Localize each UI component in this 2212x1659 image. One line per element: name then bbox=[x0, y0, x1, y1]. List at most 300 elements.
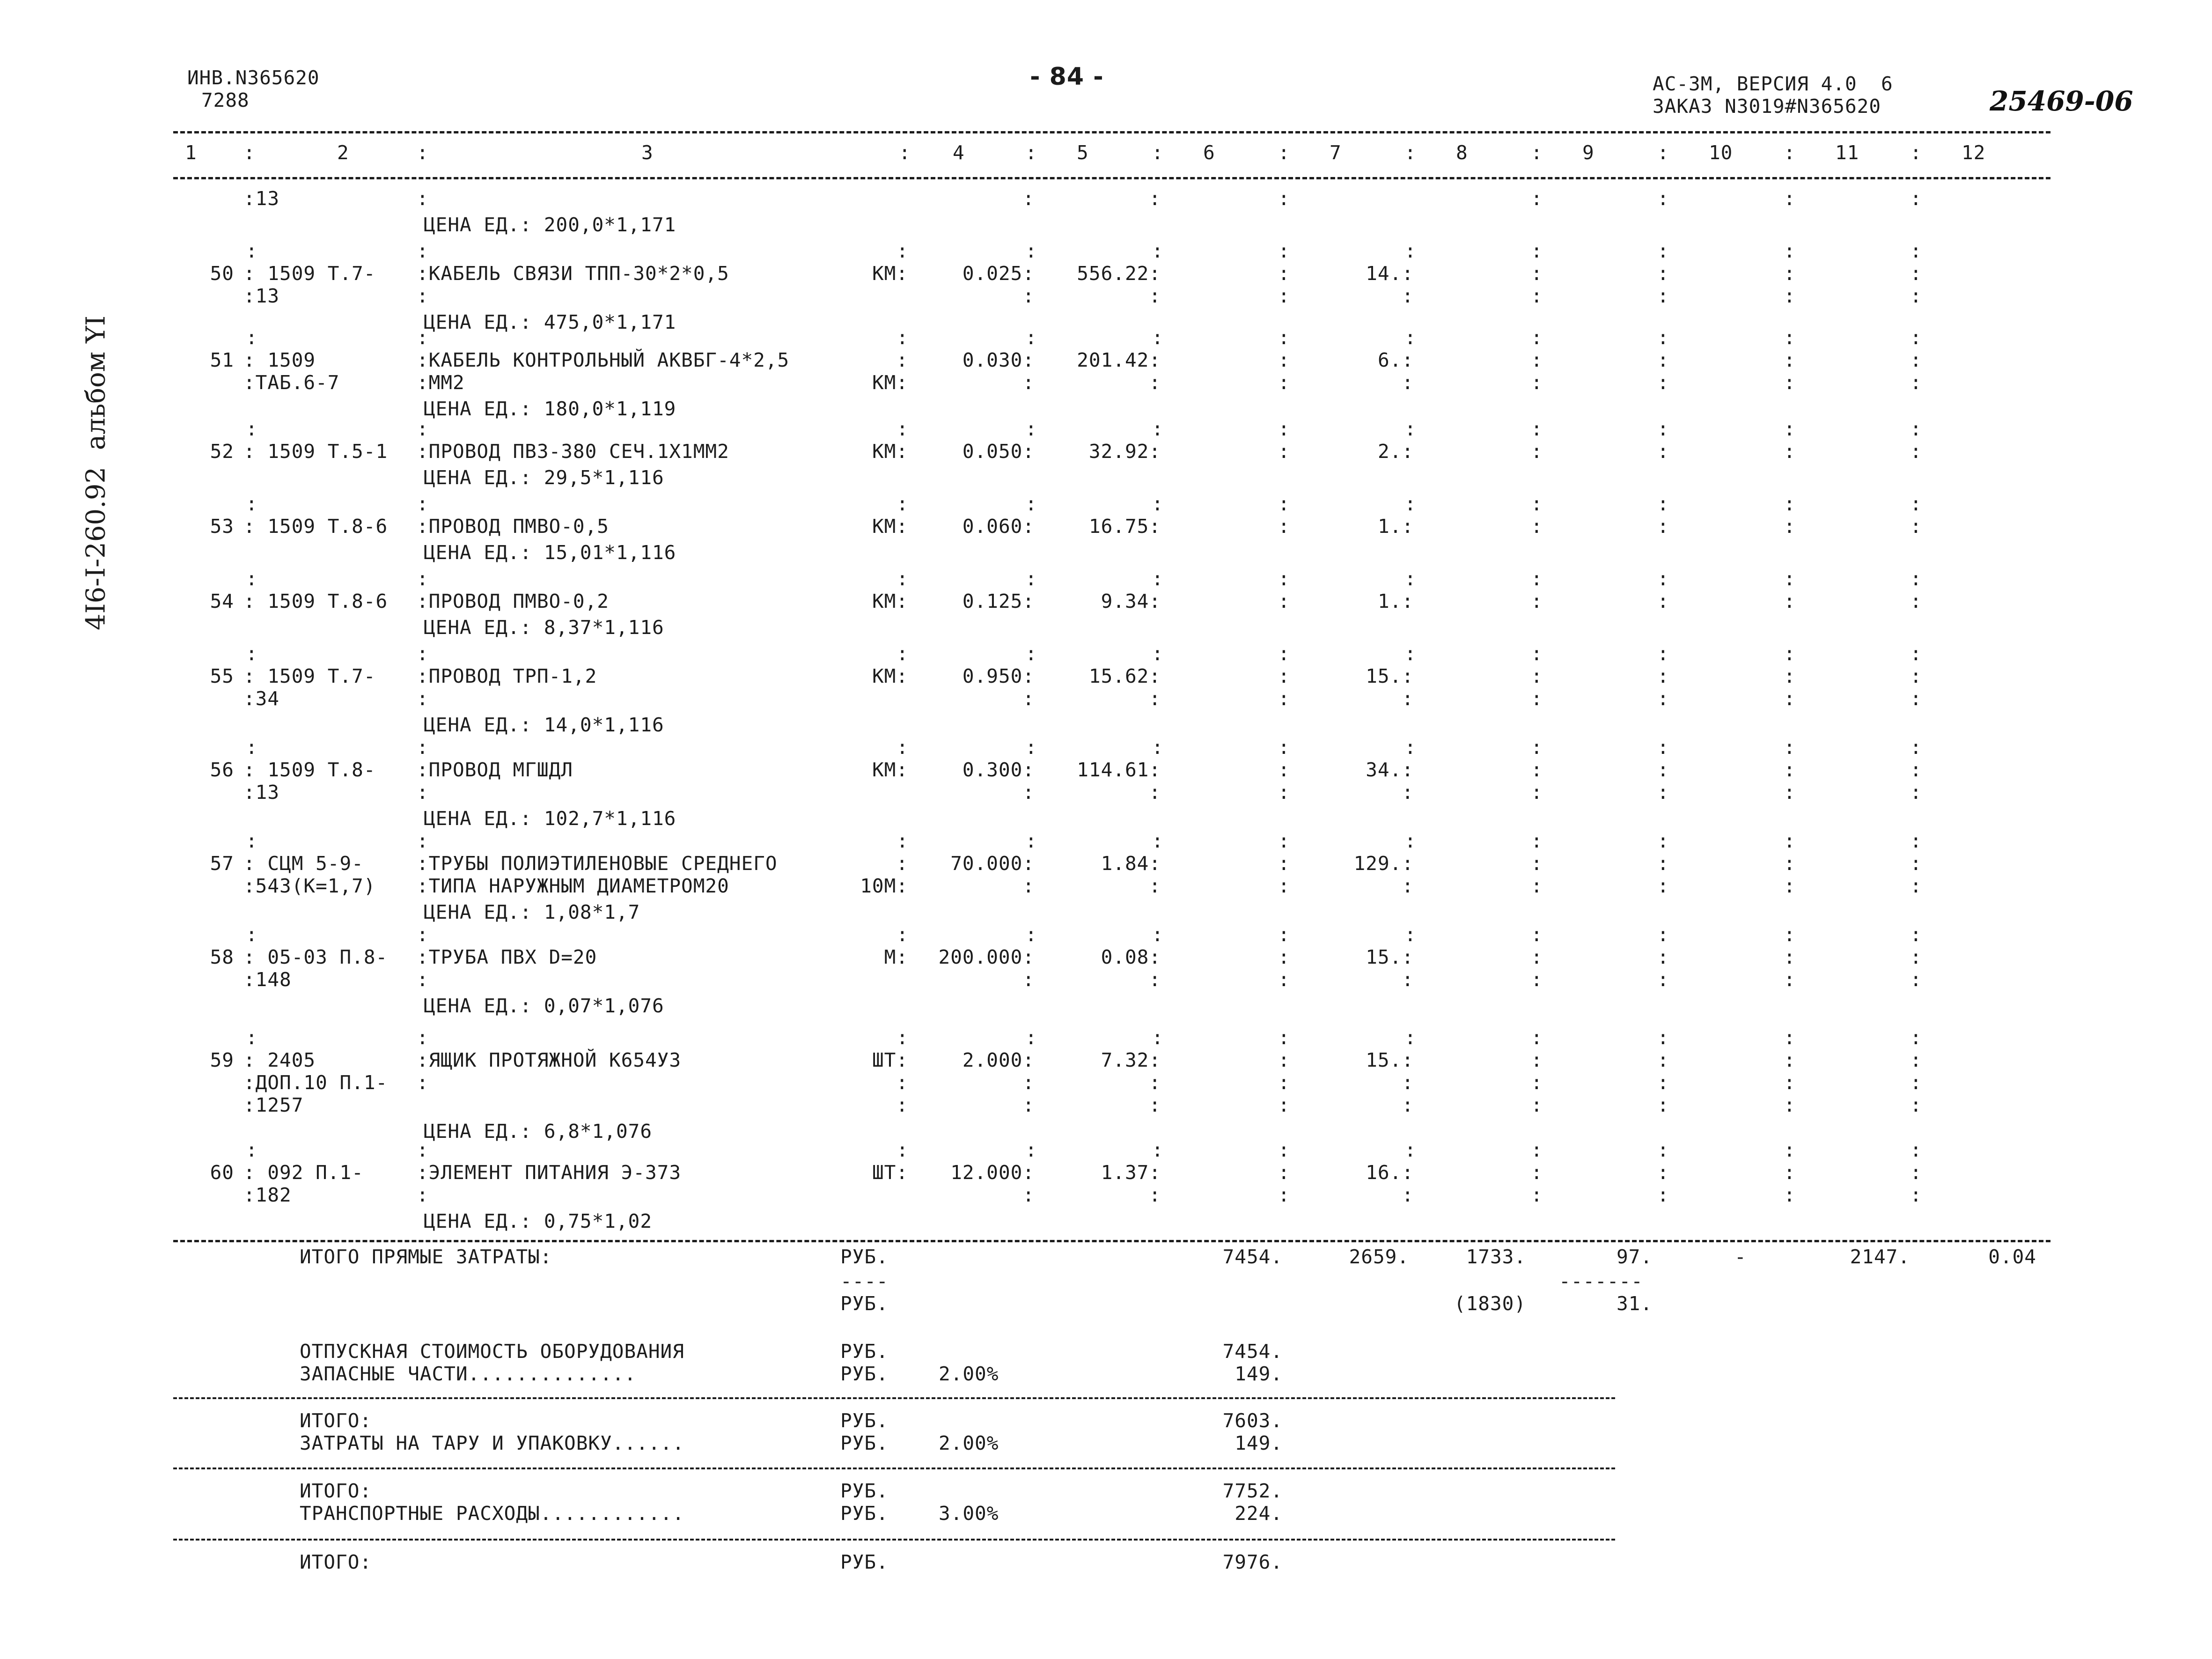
row-unit: КМ: bbox=[872, 515, 908, 538]
row-gap-marker: : bbox=[246, 240, 258, 262]
row-quantity: 12.000: bbox=[950, 1161, 1035, 1184]
column-number-7: 7 bbox=[1330, 141, 1342, 164]
row-gap-marker: : bbox=[246, 642, 258, 665]
row-price-formula: ЦЕНА ЕД.: 14,0*1,116 bbox=[424, 714, 664, 736]
row-gap-marker: : bbox=[1278, 240, 1290, 262]
row-number: 57 bbox=[210, 852, 234, 875]
row-gap-marker: : bbox=[1152, 240, 1164, 262]
column-separator: : bbox=[1404, 141, 1417, 164]
row-gap-marker: : bbox=[897, 736, 909, 759]
column-separator: : bbox=[417, 141, 429, 164]
column-separator: : bbox=[1784, 141, 1796, 164]
summary-label: ИТОГО: bbox=[300, 1480, 372, 1502]
row-gap-marker: : bbox=[1910, 830, 1922, 852]
row-gap-marker: : bbox=[1025, 923, 1037, 946]
row-column-separator: : bbox=[1910, 187, 1922, 210]
row-gap-marker: : bbox=[1657, 923, 1669, 946]
row-column-separator: : bbox=[1278, 371, 1290, 394]
row-gap-marker: : bbox=[1784, 418, 1796, 440]
row-gap-marker: : bbox=[417, 1139, 429, 1161]
row-column-separator: : bbox=[1784, 1184, 1796, 1206]
row-quantity: : bbox=[1022, 875, 1035, 897]
summary-value: 7752. bbox=[1222, 1480, 1283, 1502]
row-code: :13 bbox=[243, 285, 280, 307]
row-code: :ДОП.10 П.1- bbox=[243, 1071, 388, 1094]
row-column-separator: : bbox=[1531, 349, 1543, 371]
row-gap-marker: : bbox=[1910, 1026, 1922, 1049]
row-column-separator: : bbox=[1784, 262, 1796, 285]
row-gap-marker: : bbox=[1278, 326, 1290, 349]
row-gap-marker: : bbox=[417, 418, 429, 440]
row-column-separator: : bbox=[1531, 1071, 1543, 1094]
row-gap-marker: : bbox=[1404, 568, 1417, 590]
row-column-separator: : bbox=[1910, 262, 1922, 285]
row-unit-price: 16.75: bbox=[1088, 515, 1161, 538]
summary-label: ИТОГО: bbox=[300, 1409, 372, 1432]
column-number-9: 9 bbox=[1582, 141, 1595, 164]
row-gap-marker: : bbox=[1025, 418, 1037, 440]
row-code: : СЦМ 5-9- bbox=[243, 852, 364, 875]
row-price-formula: ЦЕНА ЕД.: 200,0*1,171 bbox=[424, 214, 676, 236]
row-column-separator: : bbox=[1784, 590, 1796, 612]
row-gap-marker: : bbox=[1784, 736, 1796, 759]
summary-rule bbox=[173, 1397, 1615, 1399]
row-gap-marker: : bbox=[1531, 923, 1543, 946]
row-quantity: : bbox=[1022, 1184, 1035, 1206]
row-col7-value: : bbox=[1402, 371, 1414, 394]
row-unit-price: 9.34: bbox=[1101, 590, 1161, 612]
row-column-separator: : bbox=[1531, 285, 1543, 307]
row-column-separator: : bbox=[1910, 1071, 1922, 1094]
row-gap-marker: : bbox=[1152, 493, 1164, 515]
column-separator: : bbox=[1657, 141, 1669, 164]
row-unit: 10М: bbox=[860, 875, 908, 897]
order-line: ЗАКАЗ N3019#N365620 bbox=[1653, 95, 1881, 118]
row-gap-marker: : bbox=[1784, 240, 1796, 262]
row-gap-marker: : bbox=[1152, 326, 1164, 349]
row-column-separator: : bbox=[1657, 875, 1669, 897]
summary-percent: 2.00% bbox=[939, 1432, 999, 1454]
total-col7: 2659. bbox=[1349, 1246, 1409, 1268]
direct-costs-unit: РУБ. bbox=[840, 1246, 889, 1268]
summary-rule bbox=[173, 1467, 1615, 1469]
row-column-separator: : bbox=[1531, 665, 1543, 687]
column-number-12: 12 bbox=[1962, 141, 1986, 164]
row-gap-marker: : bbox=[897, 923, 909, 946]
row-gap-marker: : bbox=[1404, 830, 1417, 852]
row-unit: КМ: bbox=[872, 440, 908, 463]
row-column-separator: : bbox=[1657, 759, 1669, 781]
column-number-2: 2 bbox=[337, 141, 349, 164]
row-gap-marker: : bbox=[897, 1026, 909, 1049]
row-number: 50 bbox=[210, 262, 234, 285]
row-column-separator: : bbox=[1657, 187, 1669, 210]
row-price-formula: ЦЕНА ЕД.: 475,0*1,171 bbox=[424, 311, 676, 333]
row-gap-marker: : bbox=[1784, 493, 1796, 515]
row-code: : 1509 bbox=[243, 349, 316, 371]
row-quantity: 0.125: bbox=[962, 590, 1035, 612]
row-gap-marker: : bbox=[897, 830, 909, 852]
row-col7-value: : bbox=[1402, 687, 1414, 710]
row-gap-marker: : bbox=[246, 923, 258, 946]
row-number: 55 bbox=[210, 665, 234, 687]
row-unit-price: : bbox=[1149, 371, 1161, 394]
row-gap-marker: : bbox=[1152, 923, 1164, 946]
row-quantity: : bbox=[1022, 1071, 1035, 1094]
row-column-separator: : bbox=[1657, 285, 1669, 307]
row-unit-price: 15.62: bbox=[1088, 665, 1161, 687]
summary-label: ОТПУСКНАЯ СТОИМОСТЬ ОБОРУДОВАНИЯ bbox=[300, 1340, 684, 1363]
row-column-separator: : bbox=[1784, 285, 1796, 307]
row-column-separator: : bbox=[1531, 759, 1543, 781]
row-gap-marker: : bbox=[1657, 326, 1669, 349]
row-column-separator: : bbox=[1910, 875, 1922, 897]
row-col7-value: : bbox=[1402, 1071, 1414, 1094]
total-col6: 7454. bbox=[1222, 1246, 1283, 1268]
row-gap-marker: : bbox=[417, 326, 429, 349]
row-unit: КМ: bbox=[872, 590, 908, 612]
column-number-5: 5 bbox=[1077, 141, 1089, 164]
summary-unit: РУБ. bbox=[840, 1551, 889, 1573]
row-code: : 1509 Т.8- bbox=[243, 759, 376, 781]
column-separator: : bbox=[1910, 141, 1922, 164]
row-column-separator: : bbox=[1910, 852, 1922, 875]
row-gap-marker: : bbox=[897, 418, 909, 440]
row-column-separator: : bbox=[1531, 590, 1543, 612]
row-gap-marker: : bbox=[1784, 642, 1796, 665]
column-number-8: 8 bbox=[1456, 141, 1468, 164]
row-gap-marker: : bbox=[1657, 418, 1669, 440]
row-column-separator: : bbox=[1910, 1161, 1922, 1184]
row-price-formula: ЦЕНА ЕД.: 8,37*1,116 bbox=[424, 616, 664, 639]
row-code: :148 bbox=[243, 968, 292, 991]
row-column-separator: : bbox=[1784, 1049, 1796, 1071]
row-gap-marker: : bbox=[897, 568, 909, 590]
row-gap-marker: : bbox=[1404, 418, 1417, 440]
column-number-10: 10 bbox=[1709, 141, 1733, 164]
row-col7-value: 2.: bbox=[1377, 440, 1414, 463]
inventory-sub-number: 7288 bbox=[201, 89, 250, 111]
row-gap-marker: : bbox=[1531, 418, 1543, 440]
row-column-separator: : bbox=[1910, 946, 1922, 968]
row-unit-price: 201.42: bbox=[1077, 349, 1161, 371]
row-column-separator: : bbox=[1784, 875, 1796, 897]
row-col7-value: 129.: bbox=[1353, 852, 1414, 875]
row-unit: : bbox=[896, 349, 908, 371]
row-gap-marker: : bbox=[1152, 830, 1164, 852]
row-gap-marker: : bbox=[1531, 240, 1543, 262]
row-description: : bbox=[417, 781, 429, 804]
row-column-separator: : bbox=[1657, 1094, 1669, 1116]
row-column-separator: : bbox=[1531, 852, 1543, 875]
row-column-separator: : bbox=[1531, 781, 1543, 804]
row-column-separator: : bbox=[1278, 285, 1290, 307]
row-col7-value: : bbox=[1402, 968, 1414, 991]
row-column-separator: : bbox=[1531, 515, 1543, 538]
row-price-formula: ЦЕНА ЕД.: 0,75*1,02 bbox=[424, 1210, 652, 1232]
row-column-separator: : bbox=[1910, 349, 1922, 371]
row-column-separator: : bbox=[1278, 590, 1290, 612]
row-col7-value: 6.: bbox=[1377, 349, 1414, 371]
total-col8: 1733. bbox=[1466, 1246, 1526, 1268]
row-price-formula: ЦЕНА ЕД.: 15,01*1,116 bbox=[424, 541, 676, 564]
row-column-separator: : bbox=[1910, 687, 1922, 710]
summary-value: 224. bbox=[1235, 1502, 1283, 1525]
row-unit-price: 556.22: bbox=[1077, 262, 1161, 285]
row-column-separator: : bbox=[1910, 371, 1922, 394]
row-gap-marker: : bbox=[1278, 1139, 1290, 1161]
summary-percent: 3.00% bbox=[939, 1502, 999, 1525]
row-column-separator: : bbox=[1657, 946, 1669, 968]
row-unit: КМ: bbox=[872, 759, 908, 781]
row-col7-value: : bbox=[1402, 781, 1414, 804]
row-gap-marker: : bbox=[1784, 326, 1796, 349]
row-gap-marker: : bbox=[1657, 736, 1669, 759]
row-gap-marker: : bbox=[1531, 736, 1543, 759]
row-code: : 1509 Т.5-1 bbox=[243, 440, 388, 463]
row-gap-marker: : bbox=[1404, 1139, 1417, 1161]
row-gap-marker: : bbox=[1910, 493, 1922, 515]
row-gap-marker: : bbox=[1278, 736, 1290, 759]
row-quantity: : bbox=[1022, 781, 1035, 804]
row-col7-value: 14.: bbox=[1366, 262, 1414, 285]
row-price-formula: ЦЕНА ЕД.: 29,5*1,116 bbox=[424, 466, 664, 489]
row-gap-marker: : bbox=[1025, 1026, 1037, 1049]
row-quantity: : bbox=[1022, 968, 1035, 991]
row-unit-price: : bbox=[1149, 187, 1161, 210]
row-column-separator: : bbox=[1278, 1094, 1290, 1116]
row-price-formula: ЦЕНА ЕД.: 180,0*1,119 bbox=[424, 398, 676, 420]
row-column-separator: : bbox=[1531, 187, 1543, 210]
row-gap-marker: : bbox=[1784, 923, 1796, 946]
row-column-separator: : bbox=[1784, 440, 1796, 463]
row-column-separator: : bbox=[1531, 262, 1543, 285]
column-number-6: 6 bbox=[1203, 141, 1215, 164]
row-column-separator: : bbox=[1784, 781, 1796, 804]
row-column-separator: : bbox=[1910, 440, 1922, 463]
row-gap-marker: : bbox=[1657, 1139, 1669, 1161]
row-col7-value: 15.: bbox=[1366, 946, 1414, 968]
row-code: :13 bbox=[243, 187, 280, 210]
row-column-separator: : bbox=[1910, 665, 1922, 687]
row-column-separator: : bbox=[1657, 515, 1669, 538]
row-unit: : bbox=[896, 852, 908, 875]
row-gap-marker: : bbox=[1152, 418, 1164, 440]
row-unit: : bbox=[896, 1094, 908, 1116]
total-col10: - bbox=[1734, 1246, 1747, 1268]
row-column-separator: : bbox=[1278, 349, 1290, 371]
row-column-separator: : bbox=[1784, 349, 1796, 371]
row-column-separator: : bbox=[1657, 440, 1669, 463]
row-column-separator: : bbox=[1657, 852, 1669, 875]
row-gap-marker: : bbox=[1404, 493, 1417, 515]
summary-unit: РУБ. bbox=[840, 1409, 889, 1432]
row-column-separator: : bbox=[1531, 687, 1543, 710]
row-column-separator: : bbox=[1784, 187, 1796, 210]
summary-unit: РУБ. bbox=[840, 1340, 889, 1363]
row-gap-marker: : bbox=[417, 642, 429, 665]
row-column-separator: : bbox=[1910, 1094, 1922, 1116]
row-unit: КМ: bbox=[872, 665, 908, 687]
row-quantity: 0.300: bbox=[962, 759, 1035, 781]
row-gap-marker: : bbox=[417, 1026, 429, 1049]
row-column-separator: : bbox=[1278, 1184, 1290, 1206]
side-album-label: 4I6-I-260.92 альбом YI bbox=[81, 315, 111, 631]
row-column-separator: : bbox=[1784, 946, 1796, 968]
inventory-number: ИНВ.N365620 bbox=[187, 66, 320, 89]
row-column-separator: : bbox=[1278, 759, 1290, 781]
row-gap-marker: : bbox=[1657, 642, 1669, 665]
row-column-separator: : bbox=[1531, 1049, 1543, 1071]
row-unit-price: 0.08: bbox=[1101, 946, 1161, 968]
row-gap-marker: : bbox=[1531, 1026, 1543, 1049]
row-gap-marker: : bbox=[1784, 830, 1796, 852]
row-gap-marker: : bbox=[1531, 830, 1543, 852]
row-quantity: 70.000: bbox=[950, 852, 1035, 875]
column-separator: : bbox=[1278, 141, 1290, 164]
row-column-separator: : bbox=[1910, 1184, 1922, 1206]
total-col9: 97. bbox=[1616, 1246, 1653, 1268]
row-column-separator: : bbox=[1657, 1161, 1669, 1184]
row-unit-price: 1.84: bbox=[1101, 852, 1161, 875]
row-unit-price: 7.32: bbox=[1101, 1049, 1161, 1071]
row-gap-marker: : bbox=[1910, 568, 1922, 590]
row-gap-marker: : bbox=[1025, 1139, 1037, 1161]
row-col7-value: 16.: bbox=[1366, 1161, 1414, 1184]
row-description: :КАБЕЛЬ КОНТРОЛЬНЫЙ АКВБГ-4*2,5 bbox=[417, 349, 790, 371]
page-number: - 84 - bbox=[1030, 63, 1104, 91]
row-description: :ММ2 bbox=[417, 371, 465, 394]
row-quantity: : bbox=[1022, 285, 1035, 307]
row-gap-marker: : bbox=[897, 493, 909, 515]
row-column-separator: : bbox=[1657, 371, 1669, 394]
row-code: : 1509 Т.8-6 bbox=[243, 590, 388, 612]
row-gap-marker: : bbox=[1278, 923, 1290, 946]
summary-value: 7603. bbox=[1222, 1409, 1283, 1432]
row-gap-marker: : bbox=[1657, 493, 1669, 515]
row-unit-price: : bbox=[1149, 1094, 1161, 1116]
total-col11: 2147. bbox=[1850, 1246, 1910, 1268]
row-gap-marker: : bbox=[1025, 642, 1037, 665]
row-gap-marker: : bbox=[246, 1139, 258, 1161]
direct-costs-label: ИТОГО ПРЯМЫЕ ЗАТРАТЫ: bbox=[300, 1246, 552, 1268]
row-unit: КМ: bbox=[872, 371, 908, 394]
row-gap-marker: : bbox=[1657, 568, 1669, 590]
row-column-separator: : bbox=[1278, 1049, 1290, 1071]
row-gap-marker: : bbox=[1278, 418, 1290, 440]
total-col9-secondary: 31. bbox=[1616, 1292, 1653, 1315]
row-gap-marker: : bbox=[1152, 642, 1164, 665]
row-code: : 1509 Т.8-6 bbox=[243, 515, 388, 538]
row-column-separator: : bbox=[1657, 349, 1669, 371]
row-column-separator: : bbox=[1657, 1184, 1669, 1206]
row-column-separator: : bbox=[1657, 1071, 1669, 1094]
row-quantity: 0.025: bbox=[962, 262, 1035, 285]
row-gap-marker: : bbox=[897, 1139, 909, 1161]
row-column-separator: : bbox=[1657, 687, 1669, 710]
row-description: : bbox=[417, 968, 429, 991]
row-column-separator: : bbox=[1784, 1094, 1796, 1116]
row-gap-marker: : bbox=[1152, 568, 1164, 590]
row-unit-price: 32.92: bbox=[1088, 440, 1161, 463]
row-gap-marker: : bbox=[1278, 830, 1290, 852]
row-price-formula: ЦЕНА ЕД.: 1,08*1,7 bbox=[424, 901, 640, 923]
row-quantity: : bbox=[1022, 187, 1035, 210]
row-gap-marker: : bbox=[1910, 736, 1922, 759]
row-gap-marker: : bbox=[1278, 493, 1290, 515]
summary-value: 7454. bbox=[1222, 1340, 1283, 1363]
row-code: : 05-03 П.8- bbox=[243, 946, 388, 968]
row-col7-value: 1.: bbox=[1377, 590, 1414, 612]
row-gap-marker: : bbox=[417, 493, 429, 515]
row-quantity: : bbox=[1022, 687, 1035, 710]
row-column-separator: : bbox=[1278, 187, 1290, 210]
total-col8-secondary: (1830) bbox=[1454, 1292, 1526, 1315]
row-gap-marker: : bbox=[1152, 1026, 1164, 1049]
row-gap-marker: : bbox=[246, 736, 258, 759]
row-gap-marker: : bbox=[417, 830, 429, 852]
row-gap-marker: : bbox=[897, 240, 909, 262]
row-unit: ШТ: bbox=[872, 1049, 908, 1071]
summary-label: ИТОГО: bbox=[300, 1551, 372, 1573]
row-column-separator: : bbox=[1784, 665, 1796, 687]
row-description: : bbox=[417, 1184, 429, 1206]
row-code: :34 bbox=[243, 687, 280, 710]
summary-value: 149. bbox=[1235, 1363, 1283, 1385]
row-description: :ЭЛЕМЕНТ ПИТАНИЯ Э-373 bbox=[417, 1161, 682, 1184]
row-unit: М: bbox=[884, 946, 908, 968]
row-description: : bbox=[417, 687, 429, 710]
row-column-separator: : bbox=[1657, 665, 1669, 687]
row-gap-marker: : bbox=[246, 493, 258, 515]
stamp-number: 25469-06 bbox=[1990, 85, 2133, 117]
row-description: :ТРУБА ПВХ D=20 bbox=[417, 946, 597, 968]
row-column-separator: : bbox=[1278, 665, 1290, 687]
row-gap-marker: : bbox=[1531, 568, 1543, 590]
row-quantity: 0.060: bbox=[962, 515, 1035, 538]
row-unit-price: : bbox=[1149, 968, 1161, 991]
row-code: : 1509 Т.7- bbox=[243, 262, 376, 285]
row-gap-marker: : bbox=[417, 568, 429, 590]
row-unit-price: : bbox=[1149, 285, 1161, 307]
row-description: :ПРОВОД ТРП-1,2 bbox=[417, 665, 597, 687]
row-unit-price: : bbox=[1149, 781, 1161, 804]
row-quantity: 200.000: bbox=[938, 946, 1035, 968]
row-unit: : bbox=[896, 1071, 908, 1094]
row-col7-value: : bbox=[1402, 875, 1414, 897]
column-separator: : bbox=[1531, 141, 1543, 164]
column-number-1: 1 bbox=[185, 141, 197, 164]
row-unit-price: : bbox=[1149, 875, 1161, 897]
row-column-separator: : bbox=[1910, 285, 1922, 307]
row-description: :ПРОВОД ПМВО-0,5 bbox=[417, 515, 609, 538]
summary-value: 7976. bbox=[1222, 1551, 1283, 1573]
row-column-separator: : bbox=[1657, 781, 1669, 804]
row-gap-marker: : bbox=[1278, 642, 1290, 665]
row-code: :ТАБ.6-7 bbox=[243, 371, 340, 394]
row-description: :ТИПА НАРУЖНЫМ ДИАМЕТРОМ20 bbox=[417, 875, 729, 897]
row-gap-marker: : bbox=[1404, 240, 1417, 262]
row-gap-marker: : bbox=[1910, 923, 1922, 946]
row-column-separator: : bbox=[1910, 968, 1922, 991]
row-description: : bbox=[417, 187, 429, 210]
column-number-11: 11 bbox=[1835, 141, 1859, 164]
row-column-separator: : bbox=[1910, 515, 1922, 538]
row-column-separator: : bbox=[1910, 1049, 1922, 1071]
row-gap-marker: : bbox=[417, 240, 429, 262]
header-bottom-rule bbox=[173, 177, 2050, 179]
summary-value: 149. bbox=[1235, 1432, 1283, 1454]
